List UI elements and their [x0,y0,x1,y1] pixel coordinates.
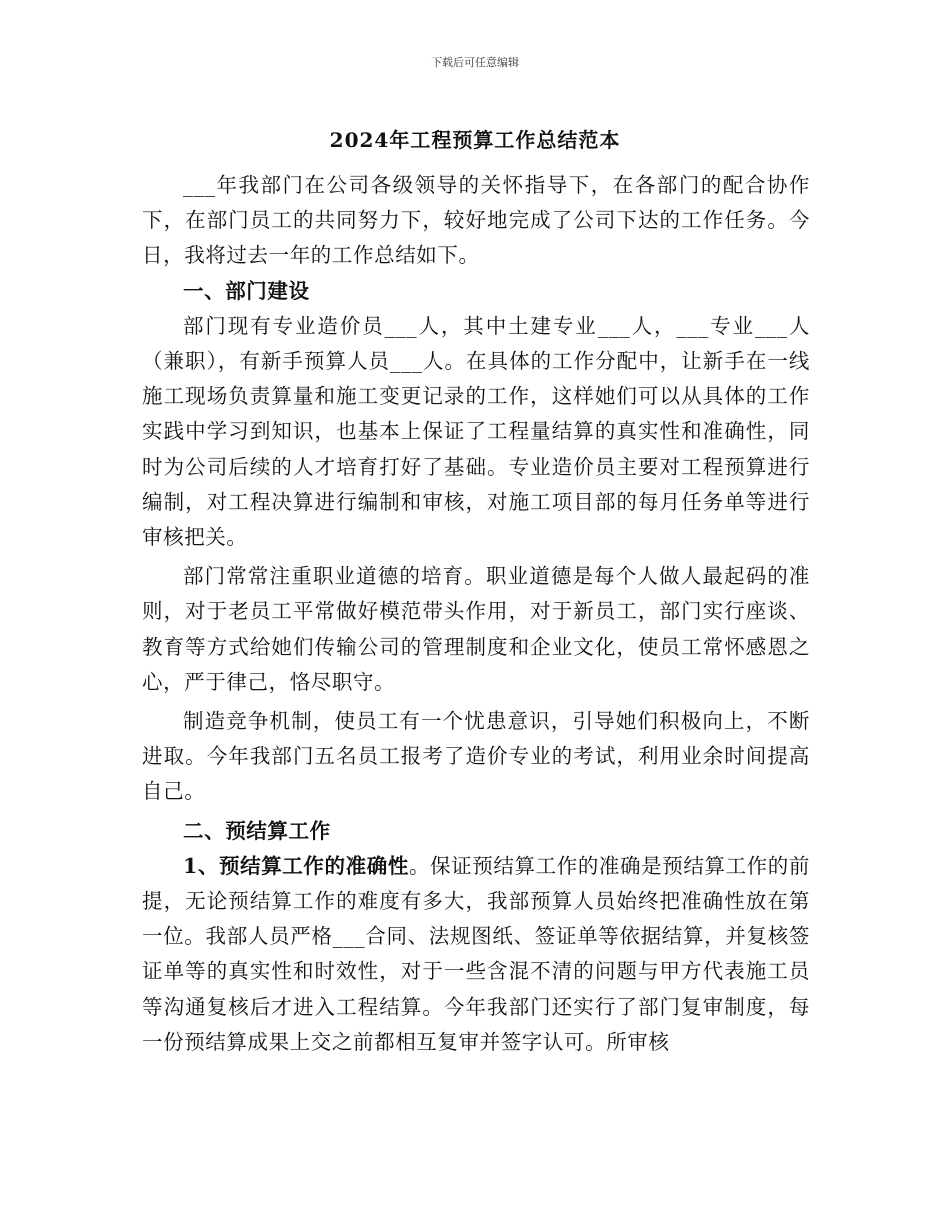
document-body [142,168,810,1060]
paragraph-accuracy-lead: 1、预结算工作的准确性 [183,853,409,878]
paragraph-ethics: 部门常常注重职业道德的培育。职业道德是每个人做人最起码的准则，对于老员工平常做好模范带头作用，对于新员工，部门实行座谈、教育等方式给她们传输公司的管理制度和企业文化，使员工常怀感恩之心，严于律己，恪尽职守。 [142,564,810,694]
paragraph-accuracy [142,849,810,1060]
intro-paragraph: ___年我部门在公司各级领导的关怀指导下，在各部门的配合协作下，在部门员工的共同努力下，较好地完成了公司下达的工作任务。今日，我将过去一年的工作总结如下。 [142,173,810,268]
paragraph-staffing: 部门现有专业造价员___人，其中土建专业___人，___专业___人（兼职），有新手预算人员___人。在具体的工作分配中，让新手在一线施工现场负责算量和施工变更记录的工作，这样她们可以从具体的工作实践中学习到知识，也基本上保证了工程量结算的真实性和准确性，同时为公司后续的人才培育打好了基础。专业造价员主要对工程预算进行编制，对工程决算进行编制和审核，对施工项目部的每月任务单等进行审核把关。 [142,313,810,550]
document-title: 2024年工程预算工作总结范本 [329,128,621,152]
section-heading-department: 一、部门建设 [183,278,310,303]
paragraph-accuracy-text: 。保证预结算工作的准确是预结算工作的前提，无论预结算工作的难度有多大，我部预算人员始终把准确性放在第一位。我部人员严格___合同、法规图纸、签证单等依据结算，并复核签证单等的真实性和时效性，对于一些含混不清的问题与甲方代表施工员等沟通复核后才进入工程结算。今年我部门还实行了部门复审制度，每一份预结算成果上交之前都相互复审并签字认可。所审核 [142,853,810,1054]
header-note: 下载后可任意编辑 [431,56,519,69]
section-heading-settlement: 二、预结算工作 [183,818,331,843]
paragraph-competition: 制造竞争机制，使员工有一个忧患意识，引导她们积极向上，不断进取。今年我部门五名员工报考了造价专业的考试，利用业余时间提高自己。 [142,709,810,804]
